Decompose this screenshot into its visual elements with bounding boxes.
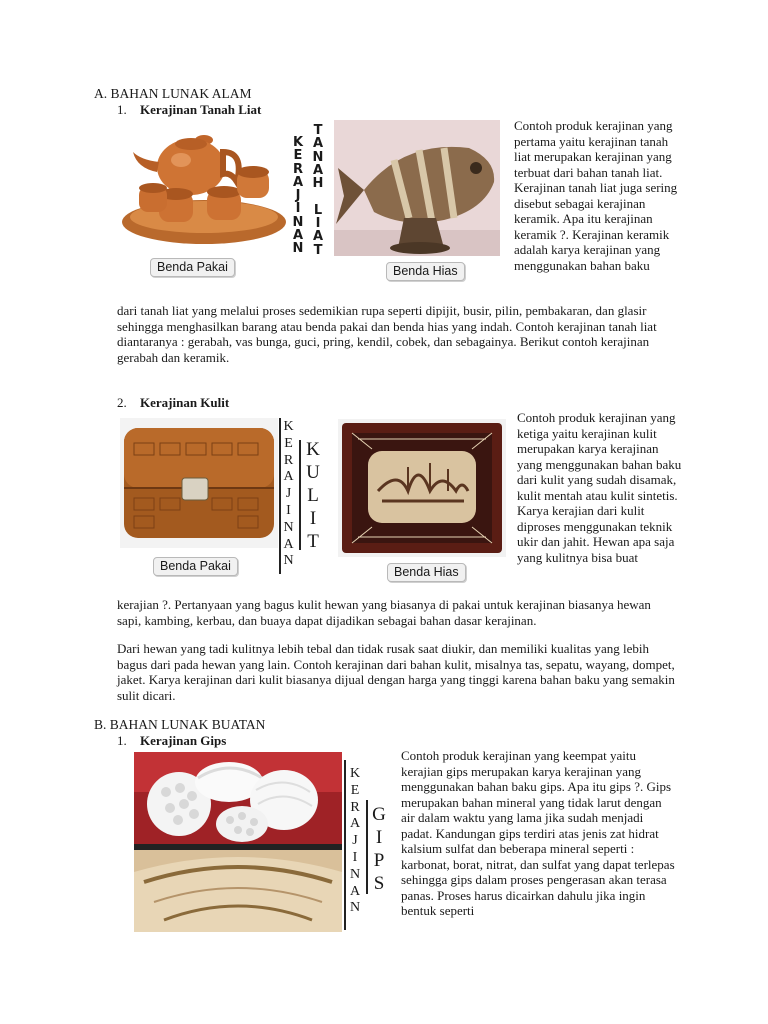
leather-calligraphy-image: [338, 419, 506, 557]
section-a-title: A. BAHAN LUNAK ALAM: [94, 86, 252, 101]
item1-heading: [117, 102, 261, 118]
item3-side-text: Contoh produk kerajinan yang keempat yaitu kerajian gips merupakan karya kerajinan yang menggunakan bahan baku gips. Apa itu gips ?. Gips merupakan bahan mineral yang tidak larut dengan air dalam waktu yang lama jika sudah menjadi padat. Kandungan gips terdiri atas jenis zat hidrat kalsium sulfat dan beberapa mineral seperti : karbonat, borat, nitrat, dan sulfat yang dapat terlepas sehingga gips dalam proses pengerasan akan terasa panas. Proses harus dicairkan dahulu jika ingin bentuk seperti: [401, 748, 675, 918]
item3-title: Kerajinan Gips: [140, 733, 227, 748]
divider-line-gips: [344, 760, 346, 930]
item3-heading: [117, 733, 226, 749]
vertical-text-kerajinan-3: K E R A J I N A N: [349, 766, 361, 916]
pottery-teaset-image: [119, 122, 289, 252]
gypsum-craft-image: [134, 752, 342, 932]
vertical-text-kerajinan-1: K E R A J I N A N: [292, 135, 304, 257]
label-benda-hias-2: Benda Hias: [387, 563, 466, 582]
label-benda-pakai-1: Benda Pakai: [150, 258, 235, 277]
divider-line-gips-2: [366, 800, 368, 894]
leather-bag-image: [120, 418, 278, 548]
ceramic-fish-image: [334, 120, 500, 256]
item2-title: Kerajinan Kulit: [140, 395, 230, 410]
item2-number: 2.: [117, 395, 127, 410]
label-benda-hias-1: Benda Hias: [386, 262, 465, 281]
item1-title: Kerajinan Tanah Liat: [140, 102, 262, 117]
vertical-text-kerajinan-2: K E R A J I N A N: [283, 419, 294, 569]
item1-paragraph: dari tanah liat yang melalui proses sedemikian rupa seperti dipijit, busir, pilin, pembakaran, dan glasir sehingga menghasilkan barang atau benda pakai dan benda hias yang indah. Contoh kerajinan tanah liat diantaranya : gerabah, vas bunga, guci, pring, kendil, cobek, dan sebagainya. Berikut contoh kerajinan gerabah dan keramik.: [117, 303, 657, 365]
divider-line-kulit-2: [299, 440, 301, 550]
divider-line-kulit: [279, 418, 281, 574]
item1-side-text: Contoh produk kerajinan yang pertama yaitu kerajinan tanah liat merupakan kerajinan yang terbuat dari bahan tanah liat. Kerajinan tanah liat juga sering disebut sebagai kerajinan keramik. Apa itu kerajinan keramik ?. Kerajinan keramik adalah karya kerajinan yang menggunakan bahan baku: [514, 118, 678, 273]
item3-number: 1.: [117, 733, 127, 748]
item2-paragraph-2: Dari hewan yang tadi kulitnya lebih tebal dan tidak rusak saat diukir, dan memiliki kualitas yang lebih bagus dari pada hewan yang lain. Contoh kerajinan dari bahan kulit, misalnya tas, sepatu, wayang, dompet, jaket. Karya kerajinan dari kulit biasanya dijual dengan harga yang tinggi karena bahan baku yang semakin sulit dicari.: [117, 641, 675, 703]
item2-heading: [117, 395, 229, 411]
item1-number: 1.: [117, 102, 127, 117]
vertical-text-gips: G I P S: [372, 804, 386, 894]
vertical-text-kulit: K U L I T: [306, 439, 320, 552]
label-benda-pakai-2: Benda Pakai: [153, 557, 238, 576]
vertical-text-tanah-liat: T A N A H L I A T: [312, 123, 324, 258]
item2-paragraph-1: kerajian ?. Pertanyaan yang bagus kulit hewan yang biasanya di pakai untuk kerajinan biasanya hewan sapi, kambing, kerbau, dan buaya dapat dijadikan sebagai bahan dasar kerajinan.: [117, 597, 651, 628]
section-b-title: B. BAHAN LUNAK BUATAN: [94, 717, 266, 732]
item2-side-text: Contoh produk kerajinan yang ketiga yaitu kerajinan kulit merupakan karya kerajinan yang menggunakan bahan baku dari kulit yang sudah disamak, kulit mentah atau kulit sintetis. Karya kerajian dari kulit diproses menggunakan teknik ukir dan jahit. Hewan apa saja yang kulitnya bisa buat: [517, 410, 682, 565]
